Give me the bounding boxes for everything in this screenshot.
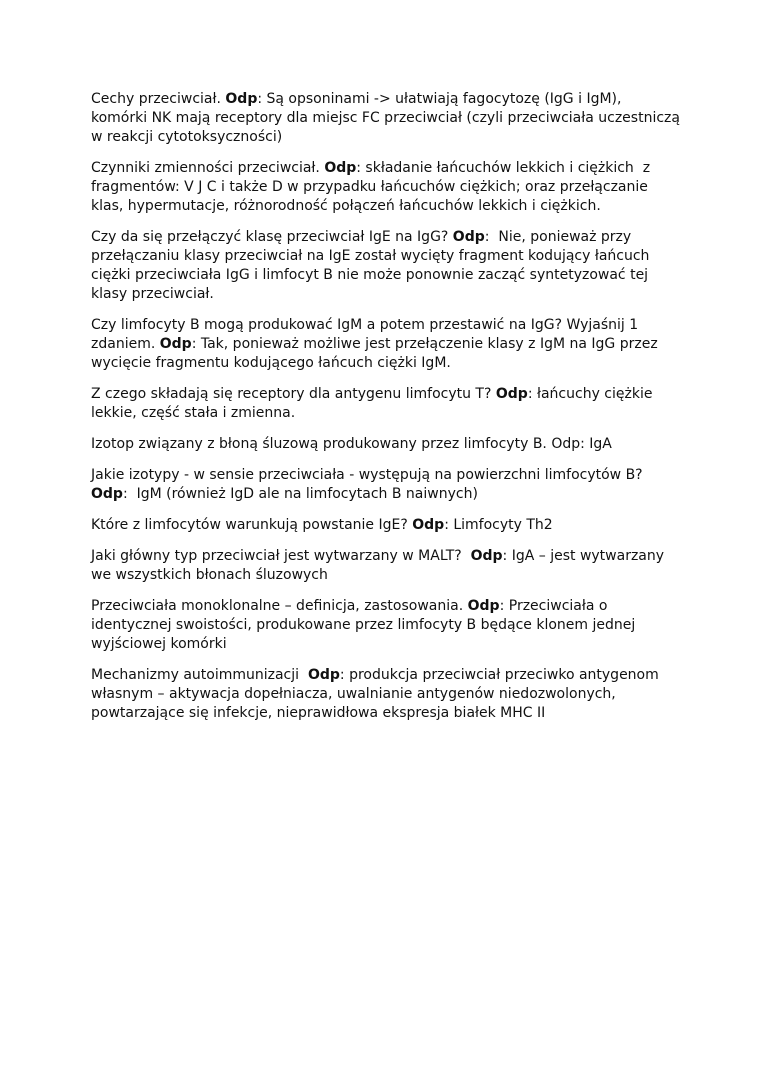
question-text: Jaki główny typ przeciwciał jest wytwarzany w MALT? — [91, 548, 471, 564]
answer-text: : Przeciwciała o identycznej swoistości, produkowane przez limfocyty B będące klonem jednej wyjściowej komórki — [91, 598, 640, 652]
answer-marker: Odp — [467, 598, 500, 614]
question-text: Czy da się przełączyć klasę przeciwciał IgE na IgG? — [91, 229, 453, 245]
answer-text: : Tak, ponieważ możliwe jest przełączenie klasy z IgM na IgG przez wycięcie fragmentu kodującego łańcuch ciężki IgM. — [91, 336, 663, 371]
question-text: Czynniki zmienności przeciwciał. — [91, 160, 325, 176]
answer-marker: Odp — [412, 517, 445, 533]
question-text: Przeciwciała monoklonalne – definicja, zastosowania. — [91, 598, 468, 614]
answer-text: : produkcja przeciwciał przeciwko antygenom własnym – aktywacja dopełniacza, uwalnianie antygenów niedozwolonych, powtarzające się infekcje, nieprawidłowa ekspresja białek MHC II — [91, 667, 664, 721]
question-text: Czy limfocyty B mogą produkować IgM a potem przestawić na IgG? Wyjaśnij 1 zdaniem. — [91, 317, 643, 352]
answer-text: : składanie łańcuchów lekkich i ciężkich z fragmentów: V J C i także D w przypadku łańcuchów ciężkich; oraz przełączanie klas, hypermutacje, różnorodność połączeń łańcuchów lekkich i ciężkich. — [91, 160, 655, 214]
answer-text: : łańcuchy ciężkie lekkie, część stała i zmienna. — [91, 386, 657, 421]
answer-text: : IgM (również IgD ale na limfocytach B naiwnych) — [122, 486, 478, 502]
qa-item — [91, 385, 681, 423]
answer-text: : Nie, ponieważ przy przełączaniu klasy przeciwciał na IgE został wycięty fragment kodujący łańcuch ciężki przeciwciała IgG i limfocyt B nie może ponownie zacząć syntetyzować tej klasy przeciwciał. — [91, 229, 654, 302]
answer-marker: Odp — [551, 436, 581, 452]
question-text: Izotop związany z błoną śluzową produkowany przez limfocyty B. — [91, 436, 552, 452]
qa-item — [91, 547, 681, 585]
answer-marker: Odp — [225, 91, 258, 107]
answer-marker: Odp — [159, 336, 192, 352]
answer-marker: Odp — [470, 548, 503, 564]
document-body — [91, 90, 685, 723]
answer-text: : Limfocyty Th2 — [444, 517, 553, 533]
qa-item — [91, 435, 681, 454]
question-text: Mechanizmy autoimmunizacji — [91, 667, 308, 683]
qa-item — [91, 159, 681, 216]
answer-text: : Są opsoninami -> ułatwiają fagocytozę (IgG i IgM), komórki NK mają receptory dla miejsc FC przeciwciał (czyli przeciwciała uczestniczą w reakcji cytotoksyczności) — [91, 91, 685, 145]
qa-item — [91, 316, 681, 373]
qa-item — [91, 90, 685, 147]
question-text: Jakie izotypy - w sensie przeciwciała - występują na powierzchni limfocytów B? — [91, 467, 648, 483]
answer-text: : IgA — [580, 436, 612, 452]
question-text: Cechy przeciwciał. — [91, 91, 226, 107]
question-text: Które z limfocytów warunkują powstanie IgE? — [91, 517, 413, 533]
qa-item — [91, 466, 681, 504]
qa-item — [91, 597, 681, 654]
qa-item — [91, 666, 681, 723]
question-text: Z czego składają się receptory dla antygenu limfocytu T? — [91, 386, 496, 402]
answer-text: : IgA – jest wytwarzany we wszystkich błonach śluzowych — [91, 548, 669, 583]
answer-marker: Odp — [307, 667, 340, 683]
answer-marker: Odp — [324, 160, 357, 176]
qa-item — [91, 228, 681, 304]
answer-marker: Odp — [452, 229, 485, 245]
qa-item — [91, 516, 681, 535]
answer-marker: Odp — [495, 386, 528, 402]
answer-marker: Odp — [91, 486, 123, 502]
